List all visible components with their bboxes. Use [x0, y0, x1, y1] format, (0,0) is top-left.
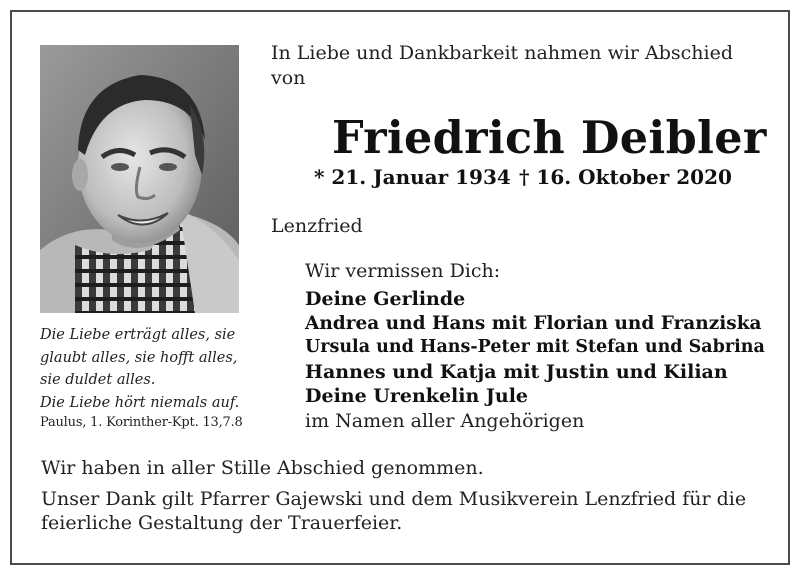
quote-line: sie duldet alles. [40, 372, 156, 388]
mourner-line: Andrea und Hans mit Florian und Franziska [305, 313, 762, 334]
portrait-photo [40, 45, 239, 313]
stille-note: Wir haben in aller Stille Abschied genommen. [41, 457, 484, 479]
quote-line: glaubt alles, sie hofft alles, [40, 349, 238, 366]
quote-line: Die Liebe erträgt alles, sie [40, 327, 236, 343]
place: Lenzfried [271, 215, 363, 237]
mourners-closing: im Namen aller Angehörigen [305, 410, 585, 432]
thanks-line-1: Unser Dank gilt Pfarrer Gajewski und dem Musikverein Lenzfried für die [41, 488, 747, 510]
intro-line-1: In Liebe und Dankbarkeit nahmen wir Abschied [271, 42, 734, 64]
death-date: † 16. Oktober 2020 [519, 165, 732, 189]
mourner-line: Deine Gerlinde [305, 288, 466, 310]
quote-line: Die Liebe hört niemals auf. [40, 394, 240, 411]
deceased-name: Friedrich Deibler [332, 112, 767, 164]
mourner-line: Ursula und Hans-Peter mit Stefan und Sabrina [305, 337, 765, 357]
thanks-line-2: feierliche Gestaltung der Trauerfeier. [41, 512, 403, 534]
intro-line-2: von [271, 67, 306, 89]
mourner-line: Deine Urenkelin Jule [305, 385, 529, 407]
birth-date: * 21. Januar 1934 [314, 165, 511, 189]
quote-source: Paulus, 1. Korinther-Kpt. 13,7.8 [40, 415, 243, 430]
mourners-heading: Wir vermissen Dich: [305, 260, 501, 282]
mourner-line: Hannes und Katja mit Justin und Kilian [305, 361, 728, 383]
bible-quote [40, 324, 239, 414]
